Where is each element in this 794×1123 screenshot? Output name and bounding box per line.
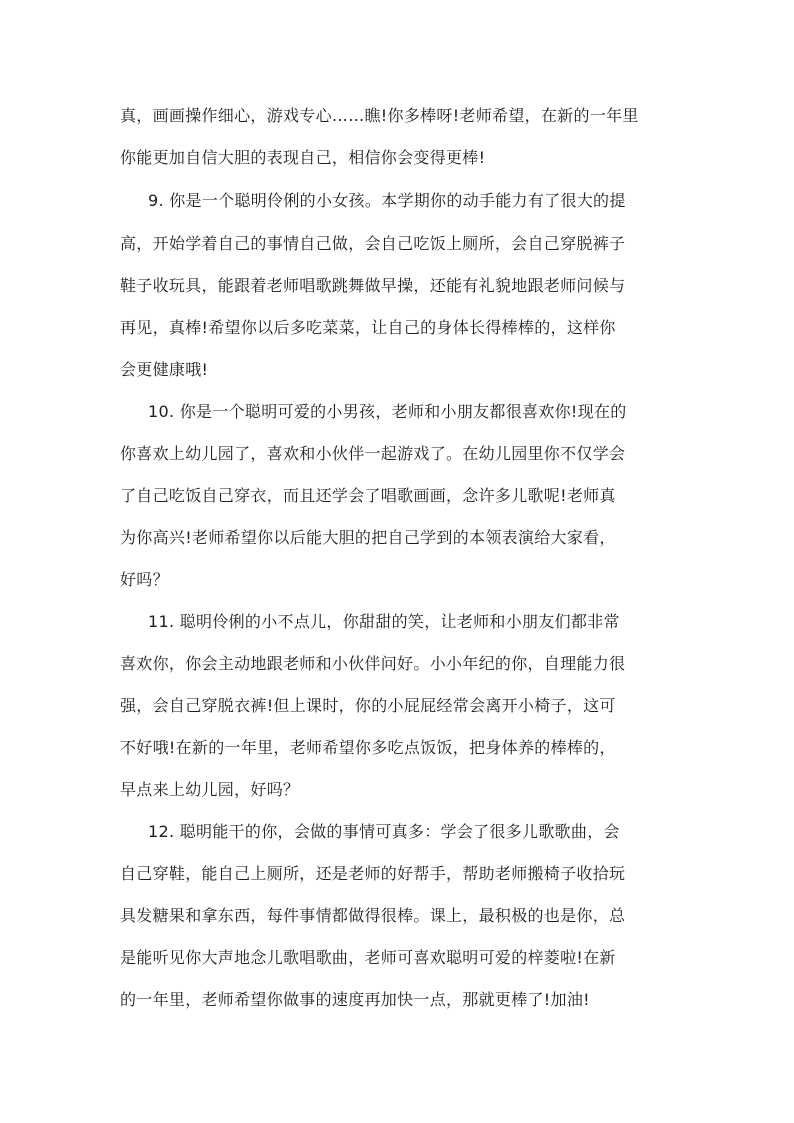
text-line: 真，画画操作细心，游戏专心……瞧!你多棒呀!老师希望，在新的一年里 xyxy=(120,106,639,125)
text-line: 你能更加自信大胆的表现自己，相信你会变得更棒! xyxy=(120,148,486,167)
text-line: 你喜欢上幼儿园了，喜欢和小伙伴一起游戏了。在幼儿园里你不仅学会 xyxy=(120,444,626,463)
paragraph-9-start: 9. 你是一个聪明伶俐的小女孩。本学期你的动手能力有了很大的提 xyxy=(148,191,626,210)
text-line: 自己穿鞋，能自己上厕所，还是老师的好帮手，帮助老师搬椅子收拾玩 xyxy=(120,864,626,883)
text-line: 是能听见你大声地念儿歌唱歌曲，老师可喜欢聪明可爱的梓菱啦!在新 xyxy=(120,948,616,967)
text-line: 具发糖果和拿东西，每件事情都做得很棒。课上，最积极的也是你，总 xyxy=(120,906,626,925)
text-line: 高，开始学着自己的事情自己做，会自己吃饭上厕所，会自己穿脱裤子 xyxy=(120,234,626,253)
text-line: 不好哦!在新的一年里，老师希望你多吃点饭饭，把身体养的棒棒的， xyxy=(120,738,616,757)
text-line: 会更健康哦! xyxy=(120,360,209,379)
text-line: 再见，真棒!希望你以后多吃菜菜，让自己的身体长得棒棒的，这样你 xyxy=(120,318,616,337)
paragraph-10-start: 10. 你是一个聪明可爱的小男孩，老师和小朋友都很喜欢你!现在的 xyxy=(148,402,627,421)
text-line: 好吗？ xyxy=(120,570,169,589)
text-line: 喜欢你，你会主动地跟老师和小伙伴问好。小小年纪的你，自理能力很 xyxy=(120,654,626,673)
text-line: 早点来上幼儿园，好吗？ xyxy=(120,780,300,799)
text-line: 了自己吃饭自己穿衣，而且还学会了唱歌画画，念许多儿歌呢!老师真 xyxy=(120,486,616,505)
paragraph-12-start: 12. 聪明能干的你，会做的事情可真多：学会了很多儿歌歌曲，会 xyxy=(148,822,620,841)
paragraph-11-start: 11. 聪明伶俐的小不点儿，你甜甜的笑，让老师和小朋友们都非常 xyxy=(148,612,620,631)
text-line: 的一年里，老师希望你做事的速度再加快一点，那就更棒了!加油! xyxy=(120,990,590,1009)
text-line: 鞋子收玩具，能跟着老师唱歌跳舞做早操，还能有礼貌地跟老师问候与 xyxy=(120,276,626,295)
text-line: 为你高兴!老师希望你以后能大胆的把自己学到的本领表演给大家看， xyxy=(120,528,616,547)
text-line: 强，会自己穿脱衣裤!但上课时，你的小屁屁经常会离开小椅子，这可 xyxy=(120,696,616,715)
